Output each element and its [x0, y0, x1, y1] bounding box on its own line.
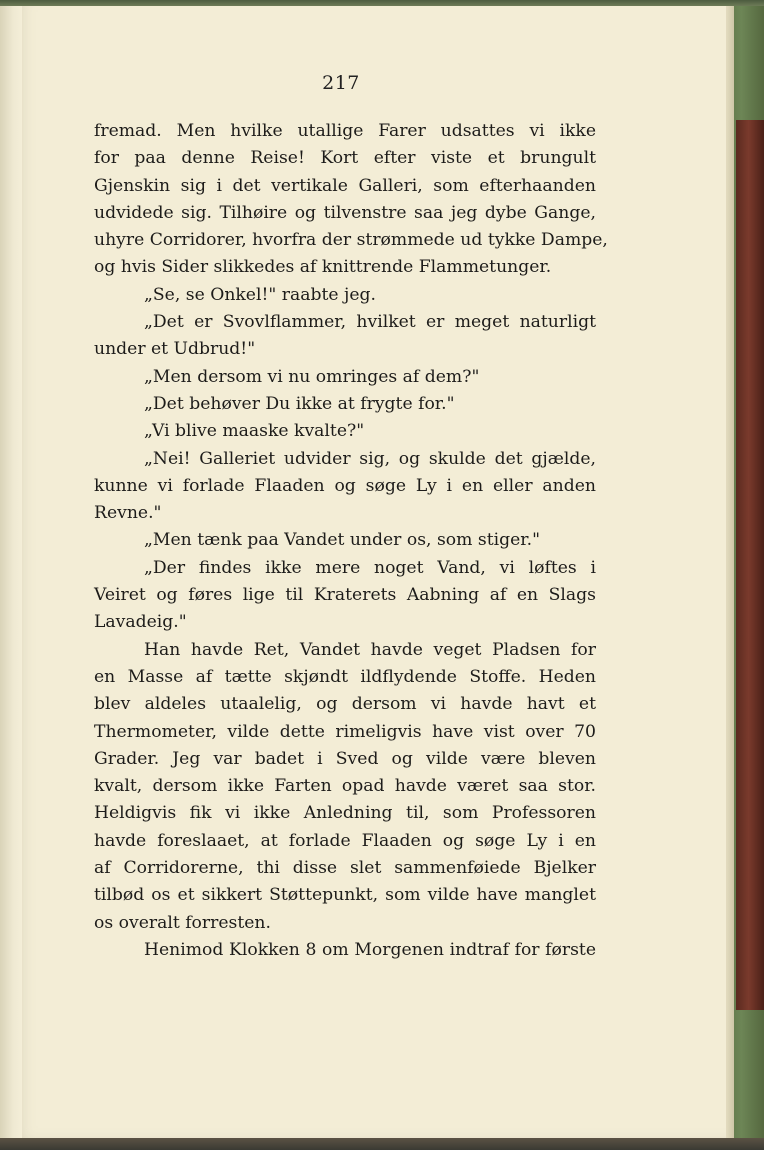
text-line: og hvis Sider slikkedes af knittrende Flammetunger.	[94, 257, 552, 278]
text-line: en Masse af tætte skjøndt ildflydende Stoffe. Heden	[94, 666, 596, 687]
text-line: uhyre Corridorer, hvorfra der strømmede ud tykke Dampe,	[94, 230, 608, 251]
text-line: blev aldeles utaalelig, og dersom vi havde havt et	[94, 694, 596, 715]
text-line: under et Udbrud!"	[94, 339, 256, 360]
text-line: havde foreslaaet, at forlade Flaaden og søge Ly i en	[94, 830, 596, 851]
text-line: for paa denne Reise! Kort efter viste et brungult	[94, 148, 596, 169]
text-line: kvalt, dersom ikke Farten opad havde været saa stor.	[94, 776, 596, 797]
text-line: „Det er Svovlflammer, hvilket er meget naturligt	[144, 312, 596, 333]
text-line: „Men dersom vi nu omringes af dem?"	[144, 366, 480, 387]
text-line: Han havde Ret, Vandet havde veget Pladsen for	[144, 639, 596, 660]
text-line: „Der findes ikke mere noget Vand, vi løftes i	[144, 557, 596, 578]
text-line: Gjenskin sig i det vertikale Galleri, som efterhaanden	[94, 175, 596, 196]
text-line: tilbød os et sikkert Støttepunkt, som vilde have manglet	[94, 885, 596, 906]
text-line: „Det behøver Du ikke at frygte for."	[144, 393, 455, 414]
book-page	[14, 0, 726, 1138]
text-line: Thermometer, vilde dette rimeligvis have vist over 70	[94, 721, 596, 742]
text-line: Lavadeig."	[94, 612, 187, 633]
top-cover-edge	[0, 0, 764, 6]
text-line: Grader. Jeg var badet i Sved og vilde være bleven	[94, 748, 596, 769]
text-line: af Corridorerne, thi disse slet sammenføiede Bjelker	[94, 858, 596, 879]
book-spine-leather	[736, 120, 764, 1010]
body-text	[94, 118, 608, 964]
text-line: „Men tænk paa Vandet under os, som stiger."	[144, 530, 540, 551]
text-line: udvidede sig. Tilhøire og tilvenstre saa jeg dybe Gange,	[94, 202, 596, 223]
page-number: 217	[322, 72, 360, 94]
text-line: Henimod Klokken 8 om Morgenen indtraf for første	[144, 939, 596, 960]
bottom-cover-edge	[0, 1138, 764, 1150]
text-line: „Vi blive maaske kvalte?"	[144, 421, 365, 442]
text-line: Veiret og føres lige til Kraterets Aabning af en Slags	[94, 585, 596, 606]
text-line: „Se, se Onkel!" raabte jeg.	[144, 284, 376, 305]
text-line: „Nei! Galleriet udvider sig, og skulde det gjælde,	[144, 448, 596, 469]
text-line: kunne vi forlade Flaaden og søge Ly i en eller anden	[94, 475, 596, 496]
text-line: fremad. Men hvilke utallige Farer udsattes vi ikke	[94, 121, 596, 141]
text-line: Revne."	[94, 503, 162, 524]
text-line: os overalt forresten.	[94, 912, 271, 933]
page-gutter	[0, 0, 22, 1150]
text-line: Heldigvis fik vi ikke Anledning til, som Professoren	[94, 803, 596, 824]
